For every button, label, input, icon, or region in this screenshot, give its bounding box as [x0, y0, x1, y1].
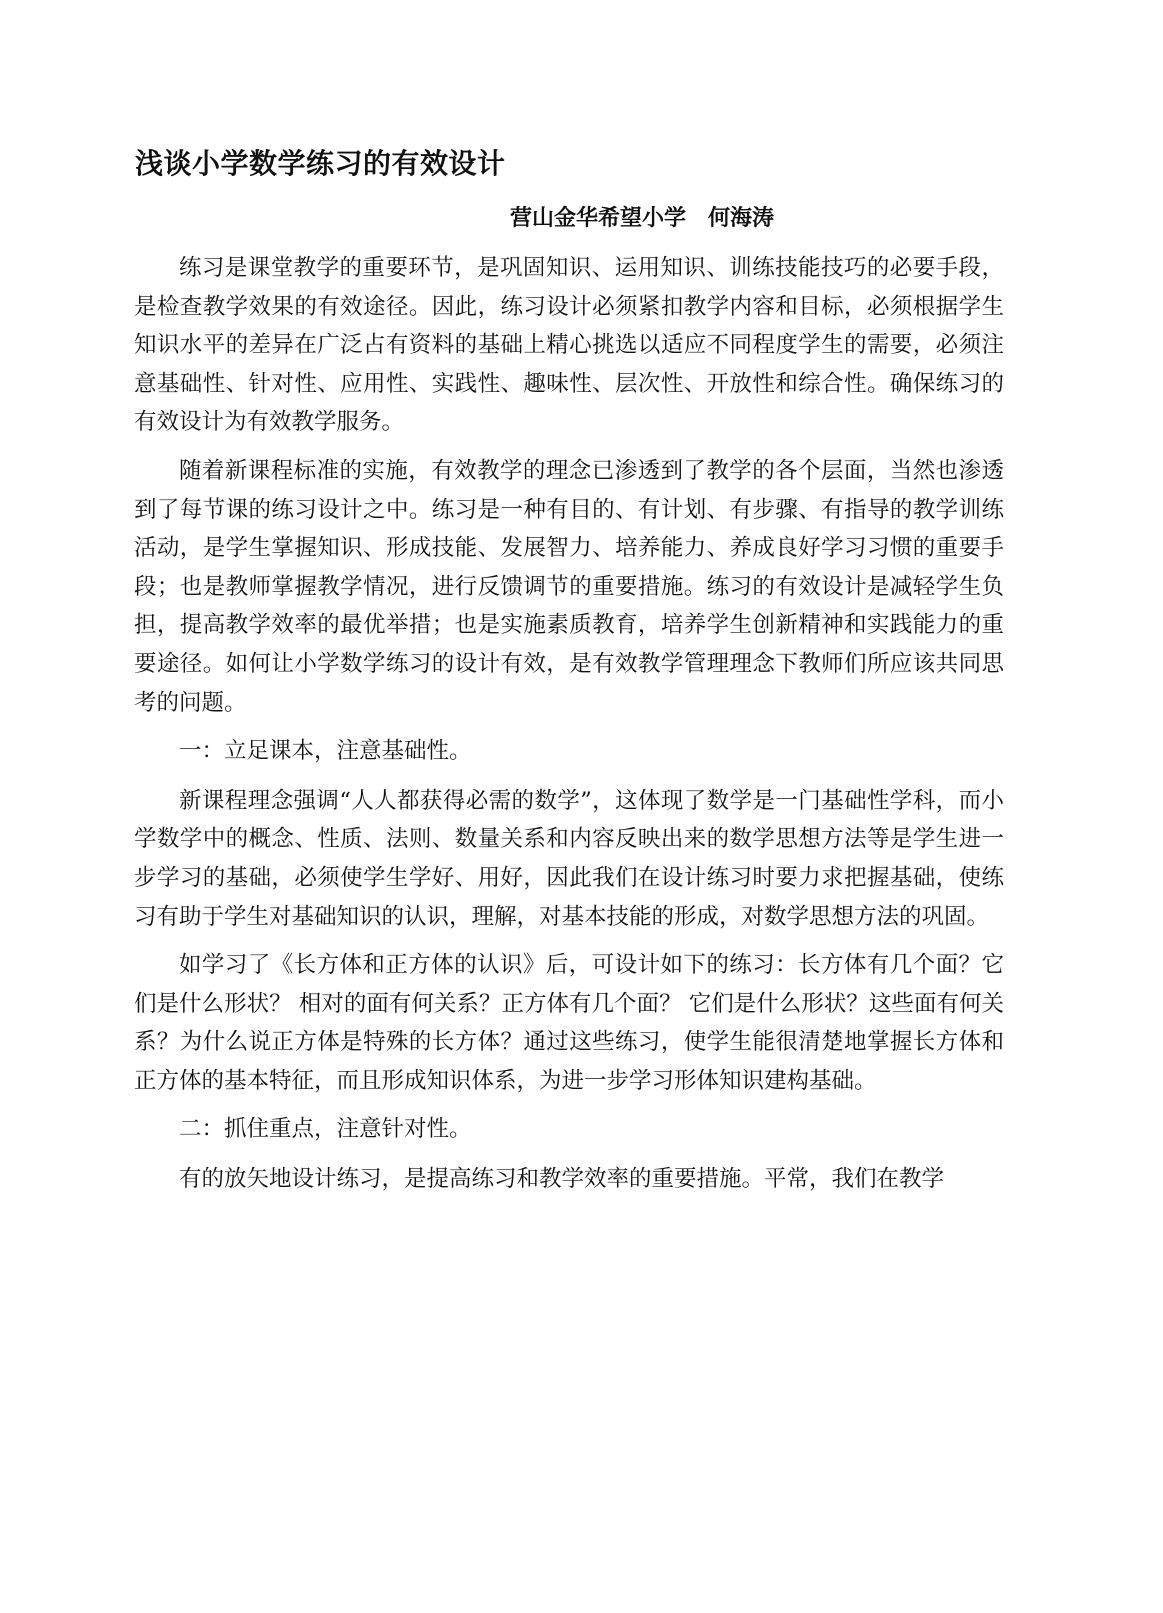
section-heading-1: 一：立足课本，注意基础性。	[179, 738, 472, 765]
author-byline: 营山金华希望小学 何海涛	[510, 205, 775, 231]
paragraph-background: 随着新课程标准的实施，有效教学的理念已渗透到了教学的各个层面，当然也渗透到了每节课的练习设计之中。练习是一种有目的、有计划、有步骤、有指导的教学训练活动，是学生掌握知识、形成技能、发展智力、培养能力、养成良好学习习惯的重要手段；也是教师掌握教学情况，进行反馈调节的重要措施。练习的有效设计是减轻学生负担，提高教学效率的最优举措；也是实施素质教育，培养学生创新精神和实践能力的重要途径。如何让小学数学练习的设计有效，是有效教学管理理念下教师们所应该共同思考的问题。	[134, 457, 1004, 716]
paragraph-intro: 练习是课堂教学的重要环节，是巩固知识、运用知识、训练技能技巧的必要手段，是检查教学效果的有效途径。因此，练习设计必须紧扣教学内容和目标，必须根据学生知识水平的差异在广泛占有资料的基础上精心挑选以适应不同程度学生的需要，必须注意基础性、针对性、应用性、实践性、趣味性、层次性、开放性和综合性。确保练习的有效设计为有效教学服务。	[134, 255, 1004, 436]
paragraph-section-2: 有的放矢地设计练习，是提高练习和教学效率的重要措施。平常，我们在教学	[179, 1166, 945, 1193]
article-body	[134, 249, 1004, 1209]
section-heading-2: 二：抓住重点，注意针对性。	[179, 1116, 472, 1143]
paragraph-section-1: 新课程理念强调“人人都获得必需的数学”，这体现了数学是一门基础性学科，而小学数学中的概念、性质、法则、数量关系和内容反映出来的数学思想方法等是学生进一步学习的基础，必须使学生学好、用好，因此我们在设计练习时要力求把握基础，使练习有助于学生对基础知识的认识，理解，对基本技能的形成，对数学思想方法的巩固。	[134, 787, 1004, 930]
article-title: 浅谈小学数学练习的有效设计	[135, 147, 506, 180]
paragraph-section-1-example: 如学习了《长方体和正方体的认识》后，可设计如下的练习：长方体有几个面？它们是什么形状？ 相对的面有何关系？正方体有几个面？ 它们是什么形状？这些面有何关系？为什么说正方体是特殊的长方体？通过这些练习，使学生能很清楚地掌握长方体和正方体的基本特征，而且形成知识体系，为进一步学习形体知识建构基础。	[134, 952, 1004, 1094]
